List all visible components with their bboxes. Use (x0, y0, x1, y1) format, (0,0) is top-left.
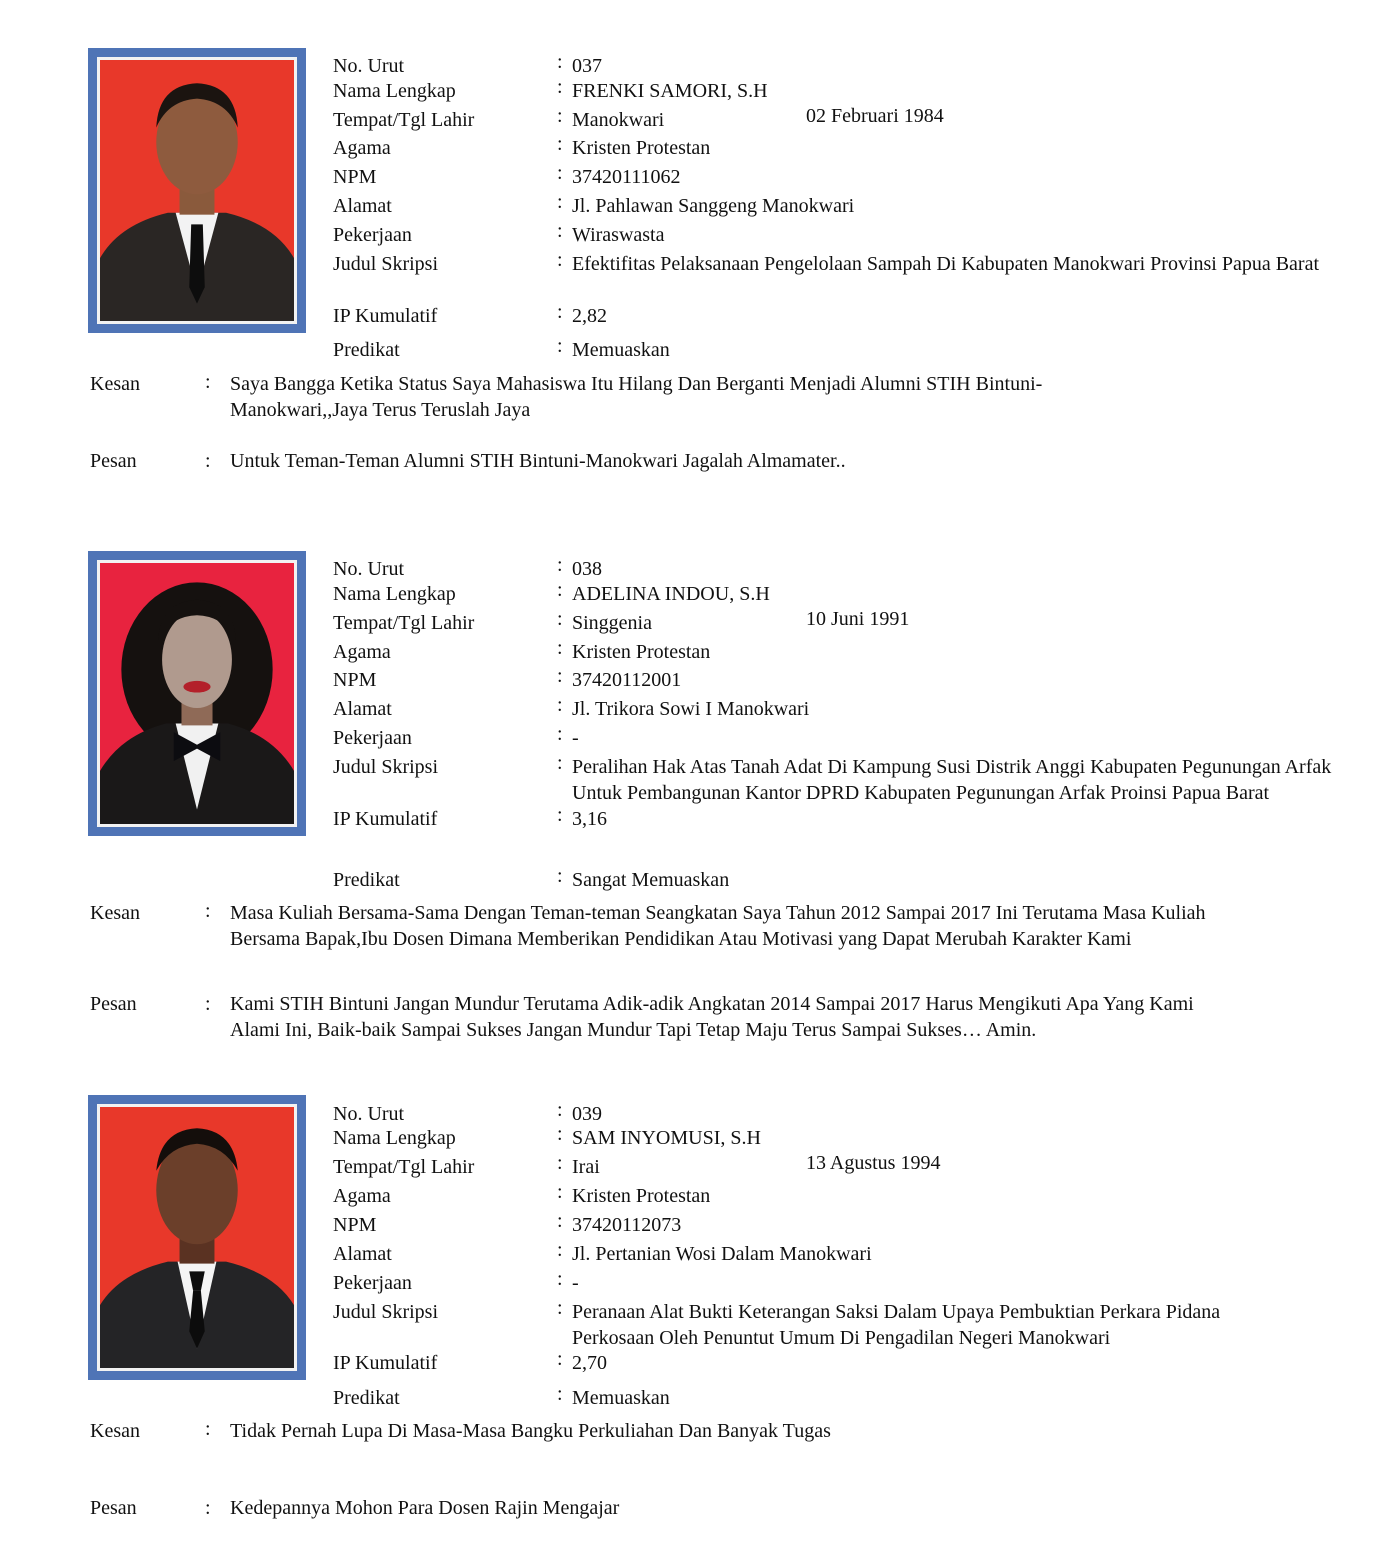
tempat-lahir-value: Singgenia (572, 612, 652, 634)
portrait-photo (88, 551, 306, 836)
nama-label: Nama Lengkap (333, 583, 456, 605)
colon: : (557, 335, 563, 357)
colon: : (557, 133, 563, 155)
alamat-label: Alamat (333, 698, 392, 720)
agama-value: Kristen Protestan (572, 1185, 711, 1207)
tanggal-lahir-value: 13 Agustus 1994 (806, 1152, 941, 1174)
colon: : (557, 249, 563, 271)
colon: : (557, 694, 563, 716)
agama-value: Kristen Protestan (572, 641, 711, 663)
pekerjaan-value: Wiraswasta (572, 224, 665, 246)
judul-value: Peralihan Hak Atas Tanah Adat Di Kampung Susi Distrik Anggi Kabupaten Pegunungan Arfak Untuk Pembangunan Kantor DPRD Kabupaten Pegunungan Arfak Proinsi Papua Barat (572, 756, 1332, 804)
colon: : (557, 1268, 563, 1290)
colon: : (205, 1418, 211, 1440)
colon: : (557, 1239, 563, 1261)
ipk-value: 2,70 (572, 1352, 607, 1374)
alamat-value: Jl. Pahlawan Sanggeng Manokwari (572, 195, 855, 217)
kesan-text: Tidak Pernah Lupa Di Masa-Masa Bangku Perkuliahan Dan Banyak Tugas (230, 1420, 831, 1442)
alamat-value: Jl. Pertanian Wosi Dalam Manokwari (572, 1243, 872, 1265)
kesan-label: Kesan (90, 1420, 140, 1442)
agama-label: Agama (333, 137, 391, 159)
kesan-text: Masa Kuliah Bersama-Sama Dengan Teman-teman Seangkatan Saya Tahun 2012 Sampai 2017 Ini Terutama Masa Kuliah Bersama Bapak,Ibu Dosen Dimana Memberikan Pendidikan Atau Motivasi yang Dapat Merubah Karakter Kami (230, 902, 1206, 950)
alamat-label: Alamat (333, 1243, 392, 1265)
ipk-value: 2,82 (572, 305, 607, 327)
judul-value: Efektifitas Pelaksanaan Pengelolaan Sampah Di Kabupaten Manokwari Provinsi Papua Barat (572, 253, 1320, 275)
no-urut-label: No. Urut (333, 55, 405, 77)
npm-value: 37420111062 (572, 166, 681, 188)
colon: : (557, 1099, 563, 1121)
pesan-label: Pesan (90, 1497, 137, 1519)
judul-label: Judul Skripsi (333, 253, 439, 275)
colon: : (557, 752, 563, 774)
judul-label: Judul Skripsi (333, 756, 439, 778)
colon: : (205, 993, 211, 1015)
nama-value: ADELINA INDOU, S.H (572, 583, 770, 605)
colon: : (557, 76, 563, 98)
ipk-label: IP Kumulatif (333, 808, 438, 830)
pekerjaan-label: Pekerjaan (333, 1272, 412, 1294)
judul-label: Judul Skripsi (333, 1301, 439, 1323)
colon: : (557, 804, 563, 826)
judul-value: Peranaan Alat Bukti Keterangan Saksi Dalam Upaya Pembuktian Perkara Pidana Perkosaan Oleh Penuntut Umum Di Pengadilan Negeri Manokwari (572, 1301, 1221, 1349)
npm-value: 37420112073 (572, 1214, 682, 1236)
colon: : (205, 900, 211, 922)
nama-value: FRENKI SAMORI, S.H (572, 80, 768, 102)
no-urut-label: No. Urut (333, 1103, 405, 1125)
nama-value: SAM INYOMUSI, S.H (572, 1127, 761, 1149)
predikat-label: Predikat (333, 1387, 400, 1409)
portrait-photo (88, 48, 306, 333)
pekerjaan-label: Pekerjaan (333, 224, 412, 246)
predikat-value: Sangat Memuaskan (572, 869, 730, 891)
colon: : (205, 1497, 211, 1519)
ttl-label: Tempat/Tgl Lahir (333, 612, 475, 634)
predikat-value: Memuaskan (572, 1387, 670, 1409)
alamat-label: Alamat (333, 195, 392, 217)
kesan-label: Kesan (90, 373, 140, 395)
pekerjaan-value: - (572, 727, 579, 749)
agama-value: Kristen Protestan (572, 137, 711, 159)
colon: : (557, 191, 563, 213)
npm-label: NPM (333, 166, 377, 188)
colon: : (557, 1210, 563, 1232)
kesan-label: Kesan (90, 902, 140, 924)
portrait-photo (88, 1095, 306, 1380)
colon: : (557, 105, 563, 127)
pesan-label: Pesan (90, 450, 137, 472)
tanggal-lahir-value: 10 Juni 1991 (806, 608, 910, 630)
colon: : (557, 579, 563, 601)
no-urut-value: 039 (572, 1103, 602, 1125)
colon: : (205, 371, 211, 393)
nama-label: Nama Lengkap (333, 1127, 456, 1149)
npm-value: 37420112001 (572, 669, 682, 691)
colon: : (557, 637, 563, 659)
colon: : (557, 865, 563, 887)
colon: : (557, 301, 563, 323)
predikat-label: Predikat (333, 869, 400, 891)
colon: : (557, 1123, 563, 1145)
colon: : (557, 1348, 563, 1370)
tempat-lahir-value: Irai (572, 1156, 600, 1178)
pekerjaan-label: Pekerjaan (333, 727, 412, 749)
pesan-text: Kami STIH Bintuni Jangan Mundur Terutama Adik-adik Angkatan 2014 Sampai 2017 Harus Mengikuti Apa Yang Kami Alami Ini, Baik-baik Sampai Sukses Jangan Mundur Tapi Tetap Maju Terus Sampai Sukses… Amin. (230, 993, 1194, 1041)
no-urut-value: 038 (572, 558, 602, 580)
agama-label: Agama (333, 641, 391, 663)
colon: : (557, 608, 563, 630)
no-urut-value: 037 (572, 55, 602, 77)
agama-label: Agama (333, 1185, 391, 1207)
npm-label: NPM (333, 1214, 377, 1236)
no-urut-label: No. Urut (333, 558, 405, 580)
colon: : (557, 1383, 563, 1405)
alamat-value: Jl. Trikora Sowi I Manokwari (572, 698, 810, 720)
pesan-text: Untuk Teman-Teman Alumni STIH Bintuni-Manokwari Jagalah Almamater.. (230, 450, 846, 472)
colon: : (557, 1152, 563, 1174)
tanggal-lahir-value: 02 Februari 1984 (806, 105, 944, 127)
colon: : (557, 554, 563, 576)
nama-label: Nama Lengkap (333, 80, 456, 102)
colon: : (557, 51, 563, 73)
ttl-label: Tempat/Tgl Lahir (333, 109, 475, 131)
colon: : (557, 162, 563, 184)
ipk-value: 3,16 (572, 808, 607, 830)
predikat-value: Memuaskan (572, 339, 670, 361)
colon: : (557, 1181, 563, 1203)
kesan-text: Saya Bangga Ketika Status Saya Mahasiswa Itu Hilang Dan Berganti Menjadi Alumni STIH Bintuni- Manokwari,,Jaya Terus Teruslah Jaya (230, 373, 1043, 421)
ipk-label: IP Kumulatif (333, 305, 438, 327)
predikat-label: Predikat (333, 339, 400, 361)
colon: : (557, 723, 563, 745)
ipk-label: IP Kumulatif (333, 1352, 438, 1374)
pekerjaan-value: - (572, 1272, 579, 1294)
colon: : (205, 450, 211, 472)
colon: : (557, 665, 563, 687)
colon: : (557, 220, 563, 242)
npm-label: NPM (333, 669, 377, 691)
pesan-label: Pesan (90, 993, 137, 1015)
colon: : (557, 1297, 563, 1319)
pesan-text: Kedepannya Mohon Para Dosen Rajin Mengajar (230, 1497, 620, 1519)
ttl-label: Tempat/Tgl Lahir (333, 1156, 475, 1178)
tempat-lahir-value: Manokwari (572, 109, 665, 131)
